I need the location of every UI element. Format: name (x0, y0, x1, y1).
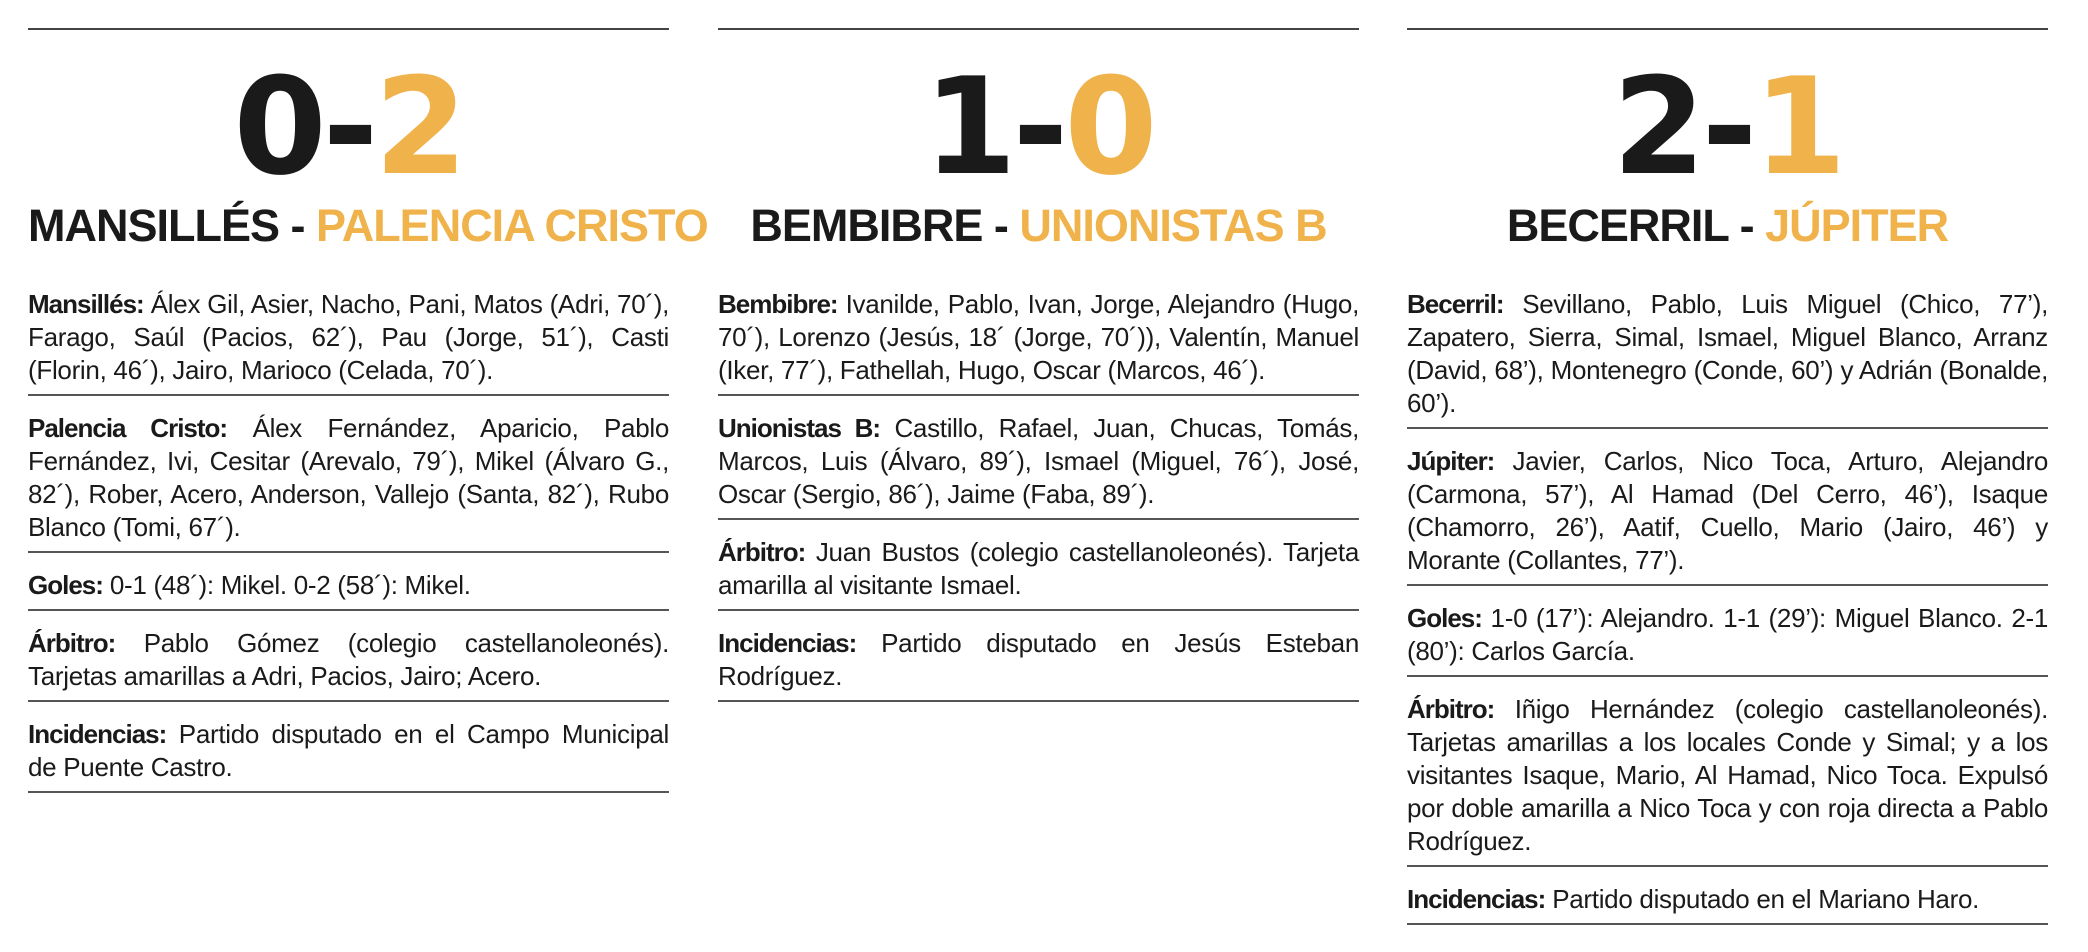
entry-text: Partido disputado en el Campo Municipal de Puente Castro. (28, 719, 669, 782)
entry-label: Unionistas B: (718, 413, 881, 443)
entry-text: Álex Fernández, Aparicio, Pablo Fernández, Ivi, Cesitar (Arevalo, 79´), Mikel (Álvaro G., 82´), Rober, Acero, Anderson, Vallejo (Santa, 82´), Rubo Blanco (Tomi, 67´). (28, 413, 669, 542)
match-column-2 (718, 0, 1359, 718)
entry-label: Incidencias: (1407, 884, 1546, 914)
entry-text: 1-0 (17’): Alejandro. 1-1 (29’): Miguel Blanco. 2-1 (80’): Carlos García. (1407, 603, 2048, 666)
entry-label: Incidencias: (28, 719, 167, 749)
match-details (718, 288, 1359, 702)
away-score: 0 (1064, 49, 1154, 205)
match-details (1407, 288, 2048, 925)
scoreline (718, 49, 1359, 205)
incidents (718, 627, 1359, 702)
entry-label: Árbitro: (28, 628, 116, 658)
home-team: MANSILLÉS (28, 200, 280, 251)
entry-text: Sevillano, Pablo, Luis Miguel (Chico, 77’), Zapatero, Sierra, Simal, Ismael, Miguel Blanco, Arranz (David, 68’), Montenegro (Conde, 60’) y Adrián (Bonalde, 60’). (1407, 289, 2048, 418)
teams-line (718, 200, 1359, 251)
score-separator: - (1012, 49, 1065, 205)
entry-text: 0-1 (48´): Mikel. 0-2 (58´): Mikel. (102, 570, 471, 600)
lineup-home (1407, 288, 2048, 429)
away-score: 1 (1753, 49, 1843, 205)
entry-text: Pablo Gómez (colegio castellanoleonés). Tarjetas amarillas a Adri, Pacios, Jairo; Acero. (28, 628, 669, 691)
teams-line (1407, 200, 2048, 251)
goals (1407, 602, 2048, 677)
entry-label: Goles: (28, 570, 103, 600)
home-team: BEMBIBRE (750, 200, 983, 251)
home-team: BECERRIL (1506, 200, 1729, 251)
teams-separator: - (1728, 200, 1766, 251)
home-score: 2 (1612, 49, 1702, 205)
away-team: PALENCIA CRISTO (316, 200, 708, 251)
away-team: UNIONISTAS B (1019, 200, 1327, 251)
entry-label: Bembibre: (718, 289, 838, 319)
home-score: 1 (923, 49, 1013, 205)
entry-text: Partido disputado en el Mariano Haro. (1545, 884, 1980, 914)
lineup-away (28, 412, 669, 553)
teams-separator: - (982, 200, 1020, 251)
lineup-home (28, 288, 669, 396)
entry-label: Árbitro: (1407, 694, 1495, 724)
match-column-1 (28, 0, 708, 809)
goals (28, 569, 669, 611)
entry-text: Iñigo Hernández (colegio castellanoleonés). Tarjetas amarillas a los locales Conde y Simal; y a los visitantes Isaque, Mario, Al Hamad, Nico Toca. Expulsó por doble amarilla a Nico Toca y con roja directa a Pablo Rodríguez. (1407, 694, 2048, 856)
match-details (28, 288, 669, 793)
entry-text: Castillo, Rafael, Juan, Chucas, Tomás, Marcos, Luis (Álvaro, 89´), Ismael (Miguel, 76´), José, Oscar (Sergio, 86´), Jaime (Faba, 89´). (718, 413, 1359, 509)
entry-label: Júpiter: (1407, 446, 1495, 476)
top-rule (718, 28, 1359, 30)
away-team: JÚPITER (1765, 200, 1949, 251)
entry-text: Álex Gil, Asier, Nacho, Pani, Matos (Adri, 70´), Farago, Saúl (Pacios, 62´), Pau (Jorge, 51´), Casti (Florin, 46´), Jairo, Marioco (Celada, 70´). (28, 289, 669, 385)
teams-separator: - (279, 200, 317, 251)
score-separator: - (1701, 49, 1754, 205)
entry-text: Juan Bustos (colegio castellanoleonés). Tarjeta amarilla al visitante Ismael. (718, 537, 1359, 600)
referee (1407, 693, 2048, 867)
entry-label: Goles: (1407, 603, 1482, 633)
entry-label: Becerril: (1407, 289, 1504, 319)
referee (718, 536, 1359, 611)
teams-line (28, 200, 708, 251)
incidents (28, 718, 669, 793)
home-score: 0 (233, 49, 323, 205)
referee (28, 627, 669, 702)
lineup-away (1407, 445, 2048, 586)
entry-text: Javier, Carlos, Nico Toca, Arturo, Alejandro (Carmona, 57’), Al Hamad (Del Cerro, 46’), Isaque (Chamorro, 26’), Aatif, Cuello, Mario (Jairo, 46’) y Morante (Collantes, 77’). (1407, 446, 2048, 575)
entry-label: Mansillés: (28, 289, 144, 319)
top-rule (1407, 28, 2048, 30)
incidents (1407, 883, 2048, 925)
lineup-home (718, 288, 1359, 396)
lineup-away (718, 412, 1359, 520)
entry-label: Incidencias: (718, 628, 857, 658)
top-rule (28, 28, 669, 30)
scoreline (1407, 49, 2048, 205)
entry-label: Palencia Cristo: (28, 413, 228, 443)
entry-text: Partido disputado en Jesús Esteban Rodríguez. (718, 628, 1359, 691)
match-column-3 (1407, 0, 2048, 941)
scoreline (28, 49, 669, 205)
away-score: 2 (374, 49, 464, 205)
entry-text: Ivanilde, Pablo, Ivan, Jorge, Alejandro (Hugo, 70´), Lorenzo (Jesús, 18´ (Jorge, 70´)), Valentín, Manuel (Iker, 77´), Fathellah, Hugo, Oscar (Marcos, 46´). (718, 289, 1359, 385)
score-separator: - (322, 49, 375, 205)
entry-label: Árbitro: (718, 537, 806, 567)
